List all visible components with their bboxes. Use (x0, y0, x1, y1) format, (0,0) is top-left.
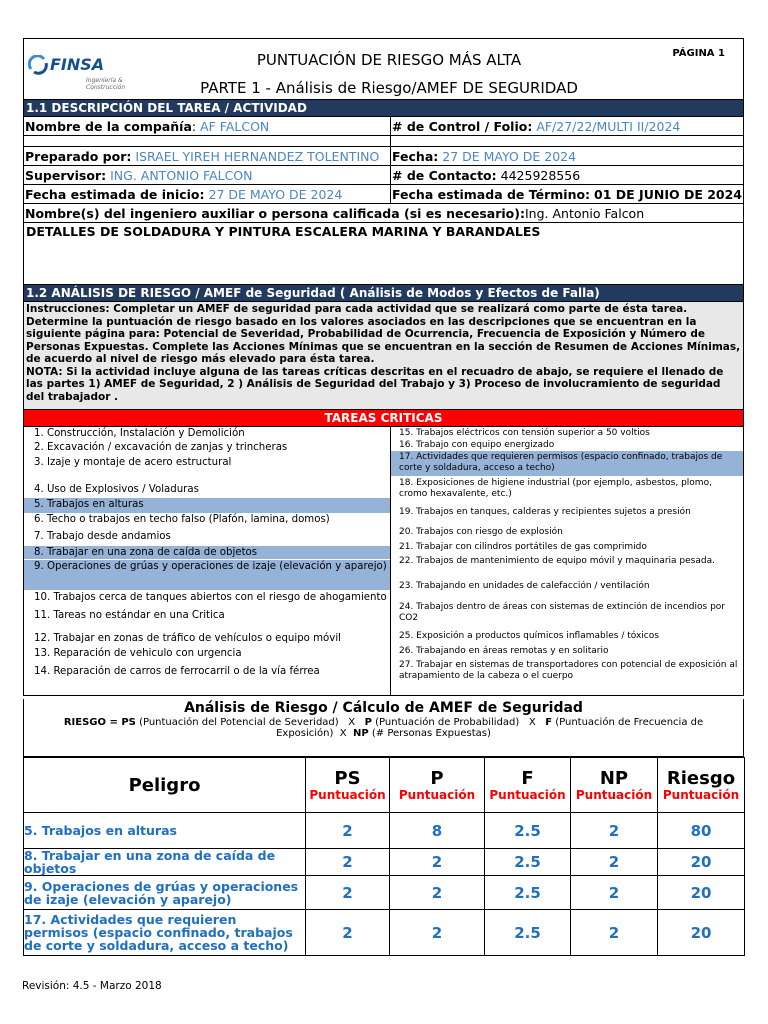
critical-task-item: 4. Uso de Explosivos / Voladuras (34, 484, 199, 495)
form-header (23, 38, 744, 100)
ps-value[interactable]: 2 (306, 849, 390, 876)
critical-task-item: 27. Trabajar en sistemas de transportadores con potencial de exposición al atrapamiento de la cabeza o el cuerpo (399, 660, 738, 681)
np-value[interactable]: 2 (571, 849, 658, 876)
risk-value[interactable]: 80 (658, 813, 745, 849)
hazard-cell[interactable]: 17. Actividades que requieren permisos (espacio confinado, trabajos de corte y soldadura, acceso a techo) (24, 910, 306, 956)
critical-task-item: 17. Actividades que requieren permisos (espacio confinado, trabajos de corte y soldadura, acceso a techo) (391, 451, 743, 476)
note-text: NOTA: Si la actividad incluye alguna de las tareas críticas descritas en el recuadro de abajo, se requiere el llenado de las partes 1) AMEF de Seguridad, 2 ) Análisis de Seguridad del Trabajo y 3) Proceso de involucramiento de seguridad del trabajador . (26, 365, 724, 403)
critical-task-item: 6. Techo o trabajos en techo falso (Plafón, lamina, domos) (34, 514, 330, 525)
calc-header (23, 699, 744, 757)
instructions-text: Instrucciones: Completar un AMEF de seguridad para cada actividad que se realizará como parte de ésta tarea. Determine la puntuación de riesgo basado en los valores asociados en las descripciones que se encuentran en la siguiente página para: Potencial de Severidad, Probabilidad de Ocurrencia, Frecuencia de Exposición y Número de Personas Expuestas. Complete las Acciones Mínimas que se encuentran en la sección de Resumen de Acciones Mínimas, de acuerdo al nivel de riesgo más elevado para ésta tarea. (26, 303, 741, 365)
start-label: Fecha estimada de inicio: (25, 187, 205, 202)
peligro-header: Peligro (24, 758, 306, 813)
engineer-row (23, 204, 744, 223)
np-value[interactable]: 2 (571, 813, 658, 849)
critical-task-item: 16. Trabajo con equipo energizado (399, 440, 555, 450)
risk-row (24, 876, 745, 910)
critical-task-item: 9. Operaciones de grúas y operaciones de izaje (elevación y aparejo) (24, 560, 390, 590)
ps-value[interactable]: 2 (306, 876, 390, 910)
critical-task-item: 1. Construcción, Instalación y Demolición (34, 428, 245, 439)
date-value[interactable]: 27 DE MAYO DE 2024 (442, 149, 577, 164)
critical-task-item: 7. Trabajo desde andamios (34, 531, 171, 542)
f-value[interactable]: 2.5 (485, 813, 571, 849)
document-page (23, 38, 744, 956)
critical-tasks-right (391, 427, 743, 695)
company-label: Nombre de la compañía (25, 119, 192, 134)
f-value[interactable]: 2.5 (485, 876, 571, 910)
critical-task-item: 13. Reparación de vehiculo con urgencia (34, 648, 242, 659)
engineer-label: Nombre(s) del ingeniero auxiliar o persona calificada (si es necesario): (25, 206, 525, 221)
calc-title: Análisis de Riesgo / Cálculo de AMEF de Seguridad (184, 700, 583, 716)
hazard-cell[interactable]: 8. Trabajar en una zona de caída de objetos (24, 849, 306, 876)
logo-name: FINSA (50, 55, 105, 74)
critical-tasks-grid (23, 427, 744, 696)
end-value[interactable]: 01 DE JUNIO DE 2024 (594, 187, 743, 202)
np-value[interactable]: 2 (571, 910, 658, 956)
risk-row (24, 813, 745, 849)
engineer-value[interactable]: Ing. Antonio Falcon (524, 206, 645, 221)
prepared-row (23, 147, 744, 166)
end-label: Fecha estimada de Término: (392, 187, 591, 202)
critical-task-item: 25. Exposición a productos químicos inflamables / tóxicos (399, 631, 659, 641)
p-value[interactable]: 2 (390, 876, 485, 910)
control-value[interactable]: AF/27/22/MULTI II/2024 (536, 119, 681, 134)
subtitle-rest: Análisis de Riesgo/AMEF DE SEGURIDAD (275, 79, 578, 97)
control-label: # de Control / Folio: (392, 119, 533, 134)
date-label: Fecha: (392, 149, 439, 164)
p-value[interactable]: 8 (390, 813, 485, 849)
calc-formula: RIESGO = PS (Puntuación del Potencial de Severidad) X P (Puntuación de Probabilidad) X F (Puntuación de Frecuencia de Exposición) X NP (# Personas Expuestas) (63, 717, 704, 739)
revision-text: Revisión: 4.5 - Marzo 2018 (22, 980, 162, 992)
instructions-box (23, 302, 744, 410)
supervisor-label: Supervisor: (25, 168, 107, 183)
p-header: P Puntuación (390, 758, 485, 813)
critical-task-item: 21. Trabajar con cilindros portátiles de gas comprimido (399, 542, 647, 552)
critical-task-item: 19. Trabajos en tanques, calderas y recipientes sujetos a presión (399, 507, 691, 517)
critical-task-item: 8. Trabajar en una zona de caída de objetos (24, 546, 390, 559)
risk-table (23, 757, 745, 956)
prepared-value[interactable]: ISRAEL YIREH HERNANDEZ TOLENTINO (135, 149, 380, 164)
risk-value[interactable]: 20 (658, 876, 745, 910)
critical-task-item: 15. Trabajos eléctricos con tensión superior a 50 voltios (399, 428, 650, 438)
critical-task-item: 11. Tareas no estándar en una Critica (34, 610, 225, 621)
critical-task-item: 26. Trabajando en áreas remotas y en solitario (399, 646, 609, 656)
p-value[interactable]: 2 (390, 849, 485, 876)
risk-row (24, 910, 745, 956)
risk-row (24, 849, 745, 876)
hazard-cell[interactable]: 9. Operaciones de grúas y operaciones de izaje (elevación y aparejo) (24, 876, 306, 910)
ps-value[interactable]: 2 (306, 813, 390, 849)
contact-value[interactable]: 4425928556 (500, 168, 581, 183)
hazard-cell[interactable]: 5. Trabajos en alturas (24, 813, 306, 849)
prepared-label: Preparado por: (25, 149, 132, 164)
critical-task-item: 23. Trabajando en unidades de calefacción / ventilación (399, 581, 650, 591)
np-header: NP Puntuación (571, 758, 658, 813)
f-value[interactable]: 2.5 (485, 849, 571, 876)
logo-subtitle: Ingeniería & Construcción (86, 77, 126, 91)
finsa-logo-icon (28, 55, 48, 75)
risk-table-header (24, 758, 745, 813)
ps-header: PS Puntuación (306, 758, 390, 813)
supervisor-row (23, 166, 744, 185)
page-title: PUNTUACIÓN DE RIESGO MÁS ALTA (256, 51, 522, 69)
critical-task-item: 5. Trabajos en alturas (24, 498, 390, 513)
critical-task-item: 3. Izaje y montaje de acero estructural (34, 457, 232, 468)
critical-task-item: 22. Trabajos de mantenimiento de equipo móvil y maquinaria pesada. (399, 556, 715, 566)
critical-task-item: 20. Trabajos con riesgo de explosión (399, 527, 563, 537)
company-row: Nombre de la compañía: AF FALCON # de Control / Folio: AF/27/22/MULTI II/2024 (23, 117, 744, 136)
f-value[interactable]: 2.5 (485, 910, 571, 956)
supervisor-value[interactable]: ING. ANTONIO FALCON (110, 168, 253, 183)
contact-label: # de Contacto: (392, 168, 497, 183)
critical-task-item: 14. Reparación de carros de ferrocarril o de la vía férrea (34, 666, 320, 677)
page-number: PÁGINA 1 (672, 48, 725, 59)
section-1-title: 1.1 DESCRIPCIÓN DEL TAREA / ACTIVIDAD (23, 100, 744, 117)
page-subtitle: PARTE 1 - Análisis de Riesgo/AMEF DE SEGURIDAD (200, 79, 578, 97)
np-value[interactable]: 2 (571, 876, 658, 910)
task-details-text[interactable]: DETALLES DE SOLDADURA Y PINTURA ESCALERA MARINA Y BARANDALES (26, 224, 541, 239)
ps-value[interactable]: 2 (306, 910, 390, 956)
subtitle-part: PARTE 1 (200, 79, 261, 97)
finsa-logo (28, 53, 148, 97)
section-2-title: 1.2 ANÁLISIS DE RIESGO / AMEF de Seguridad ( Análisis de Modos y Efectos de Falla) (23, 285, 744, 302)
critical-tasks-title: TAREAS CRITICAS (23, 410, 744, 427)
riesgo-header: Riesgo Puntuación (658, 758, 745, 813)
critical-task-item: 24. Trabajos dentro de áreas con sistemas de extinción de incendios por CO2 (399, 602, 725, 623)
risk-value[interactable]: 20 (658, 849, 745, 876)
critical-tasks-left (24, 427, 391, 695)
spacer-row (23, 136, 744, 147)
p-value[interactable]: 2 (390, 910, 485, 956)
task-details (23, 223, 744, 285)
critical-task-item: 2. Excavación / excavación de zanjas y trincheras (34, 442, 288, 453)
f-header: F Puntuación (485, 758, 571, 813)
critical-task-item: 12. Trabajar en zonas de tráfico de vehículos o equipo móvil (34, 633, 341, 644)
dates-row (23, 185, 744, 204)
company-value[interactable]: AF FALCON (200, 119, 270, 134)
risk-value[interactable]: 20 (658, 910, 745, 956)
critical-task-item: 18. Exposiciones de higiene industrial (por ejemplo, asbestos, plomo, cromo hexavalente, etc.) (399, 478, 712, 499)
critical-task-item: 10. Trabajos cerca de tanques abiertos con el riesgo de ahogamiento (34, 592, 387, 603)
start-value[interactable]: 27 DE MAYO DE 2024 (208, 187, 343, 202)
